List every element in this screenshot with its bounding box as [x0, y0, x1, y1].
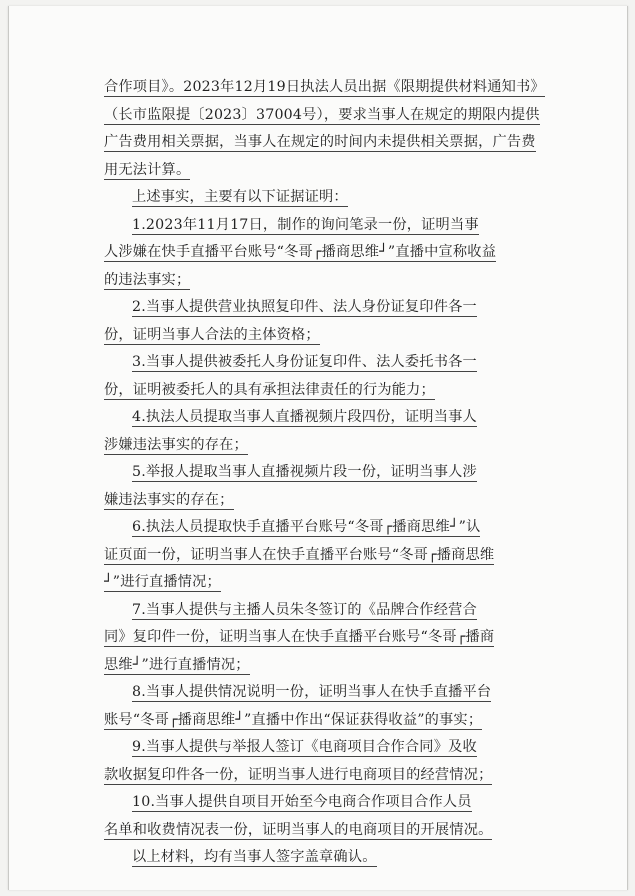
text-line	[104, 789, 564, 817]
document-body	[104, 74, 564, 872]
text-line	[104, 707, 564, 735]
text-line	[104, 569, 564, 597]
text-line-content: 名单和收费情况表一份，证明当事人的电商项目的开展情况。	[104, 821, 493, 838]
text-line	[104, 294, 564, 322]
text-line	[104, 184, 564, 212]
text-line-content: 5.举报人提取当事人直播视频片段一份，证明当事人涉	[132, 464, 477, 480]
text-line-content: 思维┘”进行直播情况；	[104, 656, 250, 673]
text-line-content: 4.执法人员提取当事人直播视频片段四份，证明当事人	[132, 409, 477, 425]
text-line-content: 2.当事人提供营业执照复印件、法人身份证复印件各一	[132, 299, 477, 315]
text-line-content: 10.当事人提供自项目开始至今电商合作项目合作人员	[132, 794, 472, 810]
text-line-content: 以上材料，均有当事人签字盖章确认。	[132, 849, 377, 865]
text-line	[104, 514, 564, 542]
text-line	[104, 817, 564, 845]
text-line	[104, 267, 564, 295]
text-line-content: 的违法事实；	[104, 271, 191, 288]
text-line	[104, 762, 564, 790]
text-line	[104, 212, 564, 240]
text-line-content: 广告费用相关票据，当事人在规定的时间内未提供相关票据，广告费	[104, 134, 536, 150]
text-line-content: 证页面一份，证明当事人在快手直播平台账号“冬哥┌播商思维	[104, 546, 495, 563]
text-line-content: ┘”进行直播情况；	[104, 574, 221, 590]
text-line	[104, 432, 564, 460]
text-line	[104, 652, 564, 680]
text-line	[104, 459, 564, 487]
text-line	[104, 734, 564, 762]
text-line	[104, 404, 564, 432]
text-line-content: 份，证明当事人合法的主体资格；	[104, 326, 320, 343]
text-line	[104, 349, 564, 377]
text-line-content: 份，证明被委托人的具有承担法律责任的行为能力；	[104, 381, 435, 398]
text-line	[104, 679, 564, 707]
text-line-content: 7.当事人提供与主播人员朱冬签订的《品牌合作经营合	[132, 601, 477, 618]
text-line-content: 8.当事人提供情况说明一份，证明当事人在快手直播平台	[132, 684, 492, 700]
text-line-content: 人涉嫌在快手直播平台账号“冬哥┌播商思维┘”直播中宣称收益	[104, 244, 497, 260]
text-line	[104, 844, 564, 872]
text-line-content: （长市监限提〔2023〕37004号），要求当事人在规定的期限内提供	[104, 106, 540, 123]
text-line-content: 账号“冬哥┌播商思维┘”直播中作出“保证获得收益”的事实；	[104, 711, 483, 728]
text-line	[104, 102, 564, 130]
text-line-content: 同》复印件一份，证明当事人在快手直播平台账号“冬哥┌播商	[104, 629, 495, 645]
text-line	[104, 487, 564, 515]
text-line	[104, 624, 564, 652]
text-line	[104, 157, 564, 185]
text-line-content: 上述事实，主要有以下证据证明：	[132, 189, 348, 205]
document-page	[8, 6, 628, 890]
text-line	[104, 377, 564, 405]
text-line	[104, 597, 564, 625]
text-line-content: 9.当事人提供与举报人签订《电商项目合作合同》及收	[132, 739, 477, 755]
text-line	[104, 239, 564, 267]
text-line-content: 6.执法人员提取快手直播平台账号“冬哥┌播商思维┘”认	[132, 519, 481, 535]
text-line-content: 涉嫌违法事实的存在；	[104, 436, 248, 453]
text-line	[104, 129, 564, 157]
text-line-content: 合作项目》。2023年12月19日执法人员出据《限期提供材料通知书》	[104, 79, 545, 95]
text-line-content: 用无法计算。	[104, 161, 191, 178]
text-line-content: 1.2023年11月17日，制作的询问笔录一份，证明当事	[132, 216, 479, 233]
text-line-content: 3.当事人提供被委托人身份证复印件、法人委托书各一	[132, 354, 477, 370]
text-line-content: 嫌违法事实的存在；	[104, 491, 234, 508]
text-line	[104, 74, 564, 102]
text-line	[104, 542, 564, 570]
text-line-content: 款收据复印件各一份，证明当事人进行电商项目的经营情况；	[104, 766, 493, 783]
text-line	[104, 322, 564, 350]
